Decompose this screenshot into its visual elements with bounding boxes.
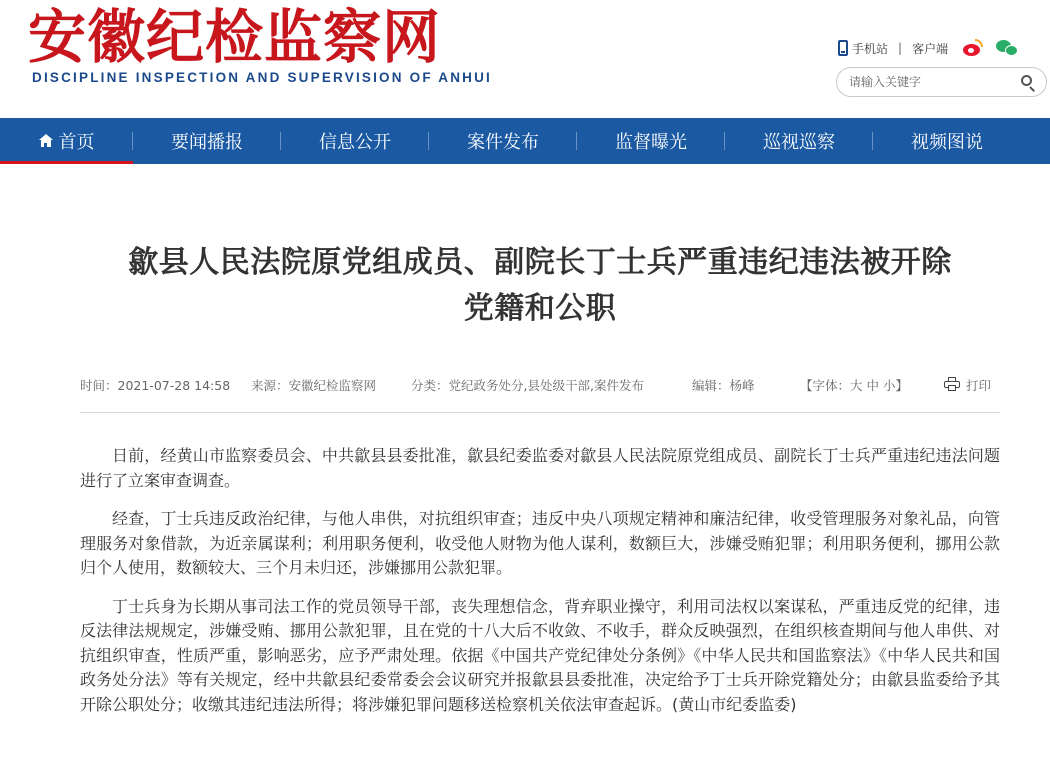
nav-item-label: 巡视巡察 bbox=[763, 132, 835, 153]
main-nav bbox=[0, 118, 1050, 164]
article-meta bbox=[80, 376, 1000, 396]
nav-item-inspection-tour[interactable] bbox=[725, 118, 873, 164]
article-paragraph: 经查，丁士兵违反政治纪律，与他人串供，对抗组织审查；违反中央八项规定精神和廉洁纪律，收受管理服务对象礼品，向管理服务对象借款，为近亲属谋利；利用职务便利，收受他人财物为他人谋利，数额巨大，涉嫌受贿犯罪；利用职务便利，挪用公款归个人使用，数额较大、三个月未归还，涉嫌挪用公款犯罪。 bbox=[80, 509, 1000, 577]
article-paragraph: 日前，经黄山市监察委员会、中共歙县县委批准，歙县纪委监委对歙县人民法院原党组成员、副院长丁士兵严重违纪违法问题进行了立案审查调查。 bbox=[80, 446, 1000, 490]
nav-item-video-gallery[interactable] bbox=[873, 118, 1021, 164]
header-tools bbox=[838, 38, 1020, 58]
nav-item-label: 监督曝光 bbox=[615, 132, 687, 153]
article-title bbox=[60, 240, 1020, 332]
site-logo-english: DISCIPLINE INSPECTION AND SUPERVISION OF ANHUI bbox=[32, 70, 492, 85]
tools-separator: | bbox=[898, 41, 903, 55]
print-button[interactable] bbox=[944, 376, 992, 393]
home-icon bbox=[39, 134, 53, 147]
site-header bbox=[0, 0, 1050, 118]
nav-item-case-release[interactable] bbox=[429, 118, 577, 164]
nav-item-home[interactable] bbox=[0, 118, 133, 164]
wechat-icon[interactable] bbox=[996, 39, 1020, 57]
article-title-line2: 党籍和公职 bbox=[463, 291, 617, 326]
nav-item-info-disclosure[interactable] bbox=[281, 118, 429, 164]
client-app-link[interactable]: 客户端 bbox=[912, 41, 949, 56]
weibo-icon[interactable] bbox=[962, 39, 984, 57]
nav-item-supervision-exposure[interactable] bbox=[577, 118, 725, 164]
article-source: 来源：安徽纪检监察网 bbox=[251, 378, 377, 393]
font-size-switcher[interactable]: 【字体：大 中 小】 bbox=[800, 378, 908, 393]
search-box bbox=[836, 67, 1047, 97]
article-paragraph: 丁士兵身为长期从事司法工作的党员领导干部，丧失理想信念，背弃职业操守，利用司法权以案谋私，严重违反党的纪律，违反法律法规规定，涉嫌受贿、挪用公款犯罪，且在党的十八大后不收敛、不收手，群众反映强烈，在组织核查期间与他人串供、对抗组织审查，性质严重，影响恶劣，应予严肃处理。依据《中国共产党纪律处分条例》《中华人民共和国监察法》《中华人民共和国政务处分法》等有关规定，经中共歙县纪委常委会会议研究并报歙县县委批准，决定给予丁士兵开除党籍处分；由歙县监委给予其开除公职处分；收缴其违纪违法所得；将涉嫌犯罪问题移送检察机关依法审查起诉。(黄山市纪委监委) bbox=[80, 596, 1000, 714]
nav-item-label: 首页 bbox=[58, 132, 95, 153]
article-category[interactable]: 分类：党纪政务处分,县处级干部,案件发布 bbox=[411, 378, 644, 393]
nav-item-label: 案件发布 bbox=[467, 132, 539, 153]
publish-time: 时间：2021-07-28 14:58 bbox=[80, 378, 231, 393]
nav-item-label: 信息公开 bbox=[319, 132, 391, 153]
article-title-line1: 歙县人民法院原党组成员、副院长丁士兵严重违纪违法被开除 bbox=[128, 245, 952, 280]
nav-item-label: 要闻播报 bbox=[171, 132, 243, 153]
meta-divider bbox=[80, 412, 1000, 413]
printer-icon bbox=[944, 377, 960, 391]
nav-item-news[interactable] bbox=[133, 118, 281, 164]
mobile-phone-icon bbox=[838, 40, 848, 56]
article-body bbox=[80, 444, 1000, 731]
mobile-site-link[interactable]: 手机站 bbox=[852, 41, 889, 56]
search-input[interactable] bbox=[849, 73, 1019, 91]
article-editor: 编辑：杨峰 bbox=[692, 378, 755, 393]
print-label: 打印 bbox=[966, 378, 992, 393]
site-logo[interactable]: 安徽纪检监察网 bbox=[28, 3, 442, 71]
nav-item-label: 视频图说 bbox=[911, 132, 983, 153]
search-icon[interactable] bbox=[1021, 75, 1036, 90]
